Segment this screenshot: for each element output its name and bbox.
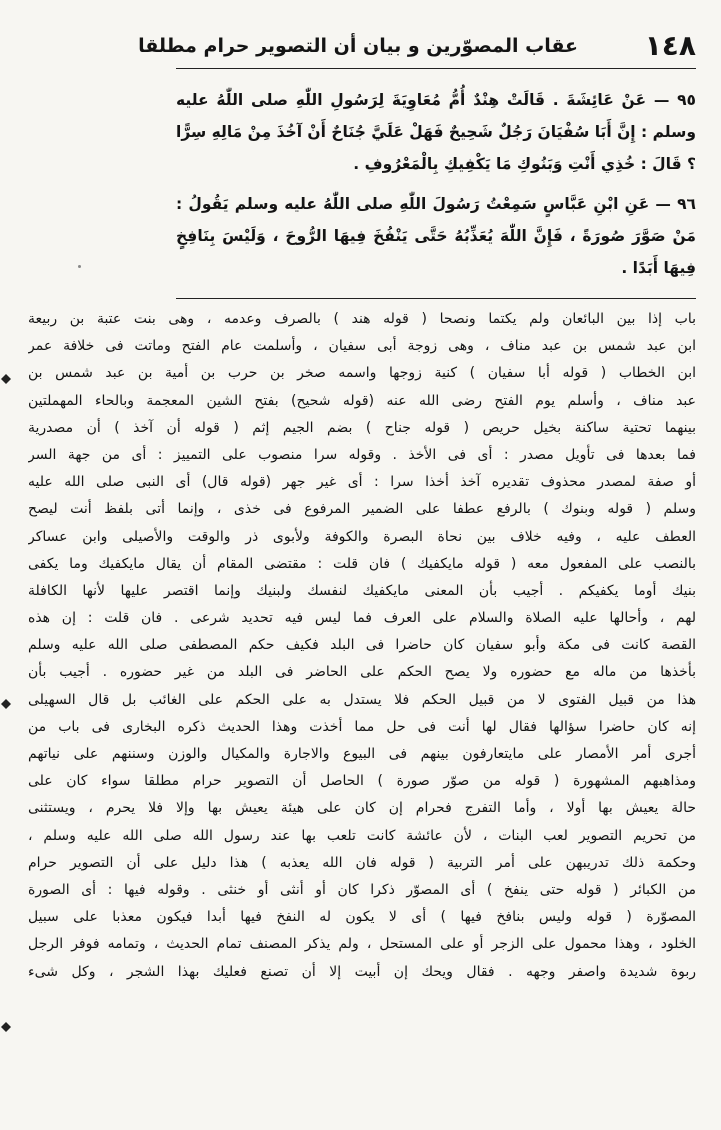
hadith-96: ٩٦ — عَنِ ابْنِ عَبَّاسٍ سَمِعْتُ رَسُولَ اللّٰهِ صلى اللّٰهُ عليه وسلم يَقُولُ : مَنْ صَوَّرَ صُورَةً ، فَإِنَّ اللّٰهَ يُعَذِّبُهُ حَتَّى يَنْفُخَ فِيهَا الرُّوحَ ، وَلَيْسَ بِنَافِخٍ فِيهَا أَبَدًا . [176, 195, 696, 277]
commentary-line: بينهما تحتية ساكنة بخيل حريص ( قوله جناح ) بضم الجيم إثم ( قوله أن آخذ ) أن مصدرية [28, 419, 696, 436]
commentary-line: وحكمة ذلك تدريبهن على أمر التربية ( قوله فان الله يعذبه ) هذا دليل على أن التصوير حرام [28, 854, 696, 871]
hadith-text-section [176, 84, 696, 292]
print-speck [78, 265, 81, 268]
commentary-line: أو صفة لمصدر محذوف تقديره آخذ أخذا سرا : أى غير جهر (قوله قال) أى النبى صلى الله عليه [28, 474, 696, 491]
hadith-95: ٩٥ — عَنْ عَائِشَةَ . قَالَتْ هِنْدٌ أُمُّ مُعَاوِيَةَ لِرَسُولِ اللّٰهِ صلى اللّٰهُ عليه وسلم : إِنَّ أَبَا سُفْيَانَ رَجُلٌ شَحِيحٌ فَهَلْ عَلَيَّ جُنَاحٌ أَنْ آخُذَ مِنْ مَالِهِ سِرًّا ؟ قَالَ : خُذِي أَنْتِ وَبَنُوكِ مَا يَكْفِيكِ بِالْمَعْرُوفِ . [176, 91, 696, 173]
margin-mark-icon [0, 1021, 12, 1033]
commentary-line: عبد مناف ، وأسلم يوم الفتح رضى الله عنه (قوله شحيح) بفتح الشين المعجمة وبالحاء المهملتين [28, 392, 696, 409]
commentary-line: العطف عليه ، وفيه خلاف بين نحاة البصرة والكوفة ولأبوى ذر والوقت والأصيلى وابن عساكر [28, 528, 696, 545]
commentary-line: القصة كانت فى مكة وأبو سفيان كان حاضرا فى البلد فكيف حكم المصطفى صلى الله عليه وسلم [28, 637, 696, 654]
commentary-line: فما بعدها فى تأويل مصدر : أى فى الأخذ . وقوله سرا منصوب على التمييز : أى من جهة السر [28, 446, 696, 463]
commentary-line: المصوّرة ( قوله وليس بنافخ فيها ) أى لا يكون له النفخ فيها أبدا فيكون معذبا على سبيل [28, 909, 696, 926]
commentary-line: أجرى أمر الأمصار على مايتعارفون بينهم فى البيوع والاجارة والمكيال والوزن وسننهم على نياتهم [28, 746, 696, 762]
margin-mark-icon [0, 373, 12, 385]
commentary-line: ابن الخطاب ( قوله أبا سفيان ) كنية زوجها واسمه صخر بن حرب بن أمية بن عبد شمس بن [28, 365, 696, 382]
commentary-line: بالنصب على المفعول معه ( قوله مايكفيك ) فان قلت : مقتضى المقام أن يقال مايكفيك وما يكفى [28, 555, 696, 572]
commentary-line: من الكبائر ( قوله حتى ينفخ ) أى المصوّر ذكرا كان أو أنثى أو خنثى . وقوله فيها : أى الصورة [28, 881, 696, 898]
header-rule [176, 68, 696, 69]
margin-mark-icon [0, 698, 12, 710]
commentary-divider [176, 298, 696, 299]
page-header [138, 26, 696, 66]
commentary-line: هذا من قبيل الفتوى لا من قبيل الحكم فلا يستدل به على الحكم على الغائب بل قال السهيلى [28, 691, 696, 708]
commentary-section [28, 306, 696, 986]
page-number: ١٤٨ [644, 29, 696, 62]
commentary-line: ابن عبد شمس بن عبد مناف ، وهى زوجة أبى سفيان ، وأسلمت عام الفتح وماتت فى خلافة عمر [28, 338, 696, 355]
commentary-line: حالة يعيش بها أولا ، وأما التفرج فحرام إن كان على هيئة يعيش بها وإلا فلا يحرم ، ويستثنى [28, 800, 696, 817]
commentary-line: إنه كان حاضرا سؤالها فقال لها أنت فى حل مما أخذت وهذا الحديث ذكره البخارى فى باب من [28, 718, 696, 735]
commentary-line: ربوة شديدة واصفر وجهه . فقال ويحك إن أبيت إلا أن تصنع فعليك بهذا الشجر ، وكل شىء [28, 963, 696, 980]
commentary-line: وسلم ( قوله وبنوك ) بالرفع عطفا على الضمير المرفوع فى خذى ، وإنما أتى بلفظ أنت ليصح [28, 501, 696, 518]
running-title: عقاب المصوّرين و بيان أن التصوير حرام مطلقا [138, 35, 578, 57]
commentary-line: بأخذها من ماله مع حضوره ولا يصح الحكم على الحاضر فى البلد من غير حضوره . أجيب بأن [28, 664, 696, 681]
commentary-line: لهم ، وأحالها عليه الصلاة والسلام على العرف فما ليس فيه تحديد شرعى . فان قلت : إن هذه [28, 610, 696, 627]
commentary-line: من تحريم التصوير لعب البنات ، لأن عائشة كانت تلعب بها عند رسول الله صلى الله عليه وسلم ، [28, 827, 696, 844]
commentary-line: بنيك أوما يكفيكم . أجيب بأن المعنى مايكفيك لنفسك ولبنيك وإنما اقتصر عليها لأنها الكافلة [28, 582, 696, 599]
commentary-line: الخلود ، وهذا محمول على الزجر أو على المستحل ، ولم يذكر المصنف تمام الحديث ، وتمامه فوفر الرجل [28, 936, 696, 953]
commentary-line: باب إذا بين البائعان ولم يكتما ونصحا ( قوله هند ) بالصرف وعدمه ، وهى بنت عتبة بن ربيعة [28, 311, 696, 327]
commentary-line: ومذاهبهم المشهورة ( قوله من صوّر صورة ) الحاصل أن التصوير حرام مطلقا سواء كان على [28, 773, 696, 790]
